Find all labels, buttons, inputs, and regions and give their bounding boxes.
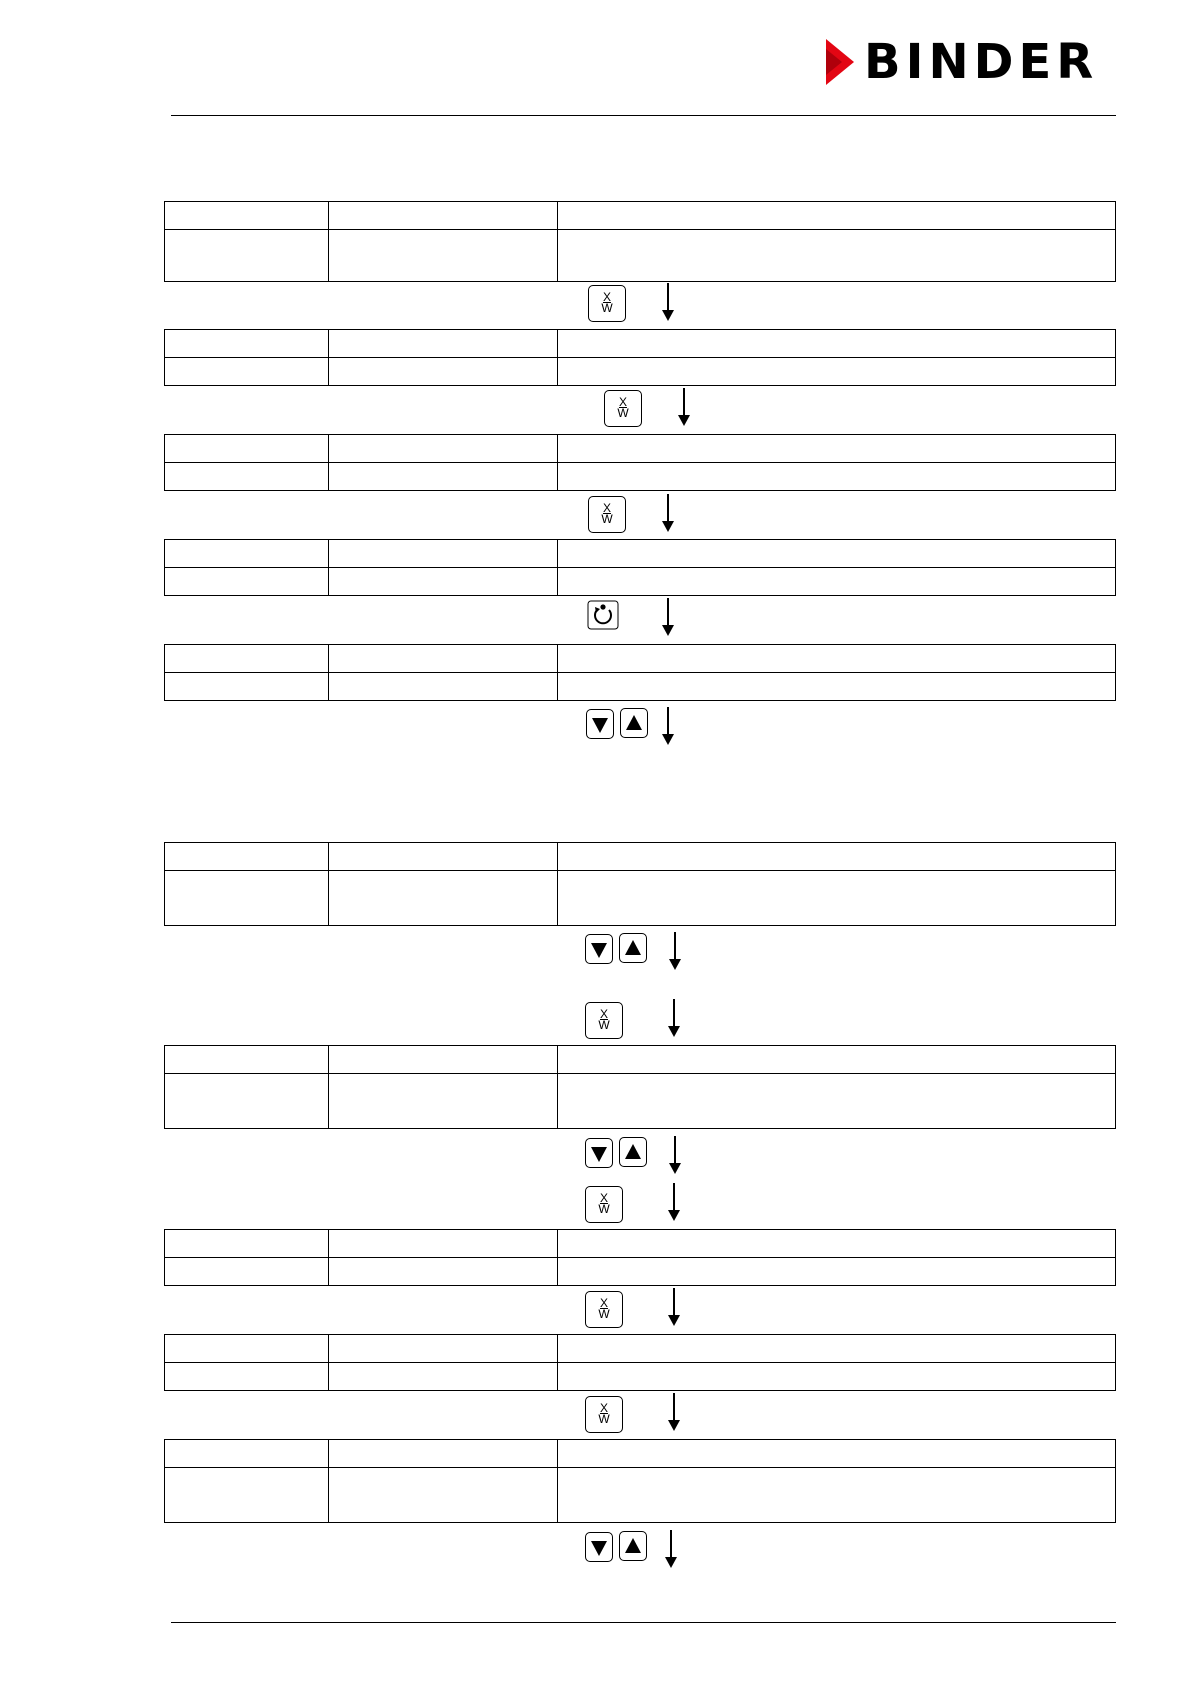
table-cell: [558, 1074, 1116, 1129]
step-table-1: [164, 201, 1116, 282]
table-cell: [558, 1335, 1116, 1363]
table-cell: [329, 202, 558, 230]
table-cell: [558, 843, 1116, 871]
table-cell: [165, 1363, 329, 1391]
step-table-8: [164, 1229, 1116, 1286]
step-table-9: [164, 1334, 1116, 1391]
table-cell: [329, 645, 558, 673]
setpoint-key-icon[interactable]: X W: [585, 1002, 623, 1039]
table-cell: [558, 1046, 1116, 1074]
down-arrow-icon: [667, 1393, 681, 1431]
down-arrow-icon: [668, 932, 682, 970]
table-cell: [165, 230, 329, 282]
table-cell: [329, 540, 558, 568]
table-cell: [558, 463, 1116, 491]
table-cell: [165, 1046, 329, 1074]
up-triangle-key-icon[interactable]: [619, 933, 647, 963]
table-cell: [558, 645, 1116, 673]
table-cell: [329, 1468, 558, 1523]
setpoint-key-icon[interactable]: X W: [588, 496, 626, 533]
table-cell: [558, 673, 1116, 701]
footer-rule: [171, 1622, 1116, 1623]
table-cell: [329, 1230, 558, 1258]
table-cell: [329, 330, 558, 358]
table-cell: [558, 1440, 1116, 1468]
table-cell: [165, 435, 329, 463]
table-cell: [558, 435, 1116, 463]
table-cell: [165, 1074, 329, 1129]
table-cell: [329, 843, 558, 871]
table-cell: [165, 645, 329, 673]
table-cell: [165, 202, 329, 230]
binder-logo: [826, 34, 1099, 90]
down-arrow-icon: [668, 1136, 682, 1174]
step-table-5: [164, 644, 1116, 701]
setpoint-key-icon[interactable]: X W: [585, 1396, 623, 1433]
step-table-4: [164, 539, 1116, 596]
table-cell: [165, 1335, 329, 1363]
up-triangle-key-icon[interactable]: [620, 708, 648, 738]
step-table-3: [164, 434, 1116, 491]
down-arrow-icon: [661, 598, 675, 636]
table-cell: [165, 1468, 329, 1523]
table-cell: [165, 1440, 329, 1468]
table-cell: [165, 358, 329, 386]
table-cell: [165, 540, 329, 568]
down-triangle-key-icon[interactable]: [586, 709, 614, 739]
table-cell: [329, 1074, 558, 1129]
table-cell: [558, 330, 1116, 358]
table-cell: [329, 230, 558, 282]
table-cell: [329, 358, 558, 386]
table-cell: [329, 871, 558, 926]
step-table-2: [164, 329, 1116, 386]
down-arrow-icon: [667, 1183, 681, 1221]
table-cell: [558, 358, 1116, 386]
table-cell: [558, 1258, 1116, 1286]
brand-name: BINDER: [864, 34, 1099, 90]
step-table-7: [164, 1045, 1116, 1129]
table-cell: [329, 1440, 558, 1468]
table-cell: [558, 1230, 1116, 1258]
table-cell: [165, 1258, 329, 1286]
down-arrow-icon: [677, 388, 691, 426]
down-arrow-icon: [661, 283, 675, 321]
table-cell: [165, 843, 329, 871]
table-cell: [329, 1335, 558, 1363]
binder-chevron-icon: [826, 39, 854, 85]
step-table-6: [164, 842, 1116, 926]
table-cell: [329, 1363, 558, 1391]
down-arrow-icon: [661, 707, 675, 745]
table-cell: [558, 871, 1116, 926]
up-triangle-key-icon[interactable]: [619, 1137, 647, 1167]
table-cell: [165, 871, 329, 926]
table-cell: [165, 1230, 329, 1258]
up-triangle-key-icon[interactable]: [619, 1531, 647, 1561]
setpoint-key-icon[interactable]: X W: [588, 285, 626, 322]
table-cell: [558, 568, 1116, 596]
table-cell: [329, 673, 558, 701]
table-cell: [165, 673, 329, 701]
table-cell: [329, 1046, 558, 1074]
table-cell: [329, 1258, 558, 1286]
table-cell: [329, 435, 558, 463]
program-key-icon[interactable]: [587, 600, 619, 630]
table-cell: [558, 1363, 1116, 1391]
table-cell: [558, 540, 1116, 568]
setpoint-key-icon[interactable]: X W: [585, 1186, 623, 1223]
table-cell: [165, 463, 329, 491]
table-cell: [329, 463, 558, 491]
down-arrow-icon: [661, 494, 675, 532]
table-cell: [558, 202, 1116, 230]
table-cell: [558, 230, 1116, 282]
down-triangle-key-icon[interactable]: [585, 1532, 613, 1562]
setpoint-key-icon[interactable]: X W: [604, 390, 642, 427]
down-triangle-key-icon[interactable]: [585, 934, 613, 964]
table-cell: [329, 568, 558, 596]
down-arrow-icon: [667, 999, 681, 1037]
table-cell: [165, 330, 329, 358]
step-table-10: [164, 1439, 1116, 1523]
table-cell: [165, 568, 329, 596]
header-rule: [171, 115, 1116, 116]
down-triangle-key-icon[interactable]: [585, 1138, 613, 1168]
down-arrow-icon: [667, 1288, 681, 1326]
down-arrow-icon: [664, 1530, 678, 1568]
table-cell: [558, 1468, 1116, 1523]
setpoint-key-icon[interactable]: X W: [585, 1291, 623, 1328]
